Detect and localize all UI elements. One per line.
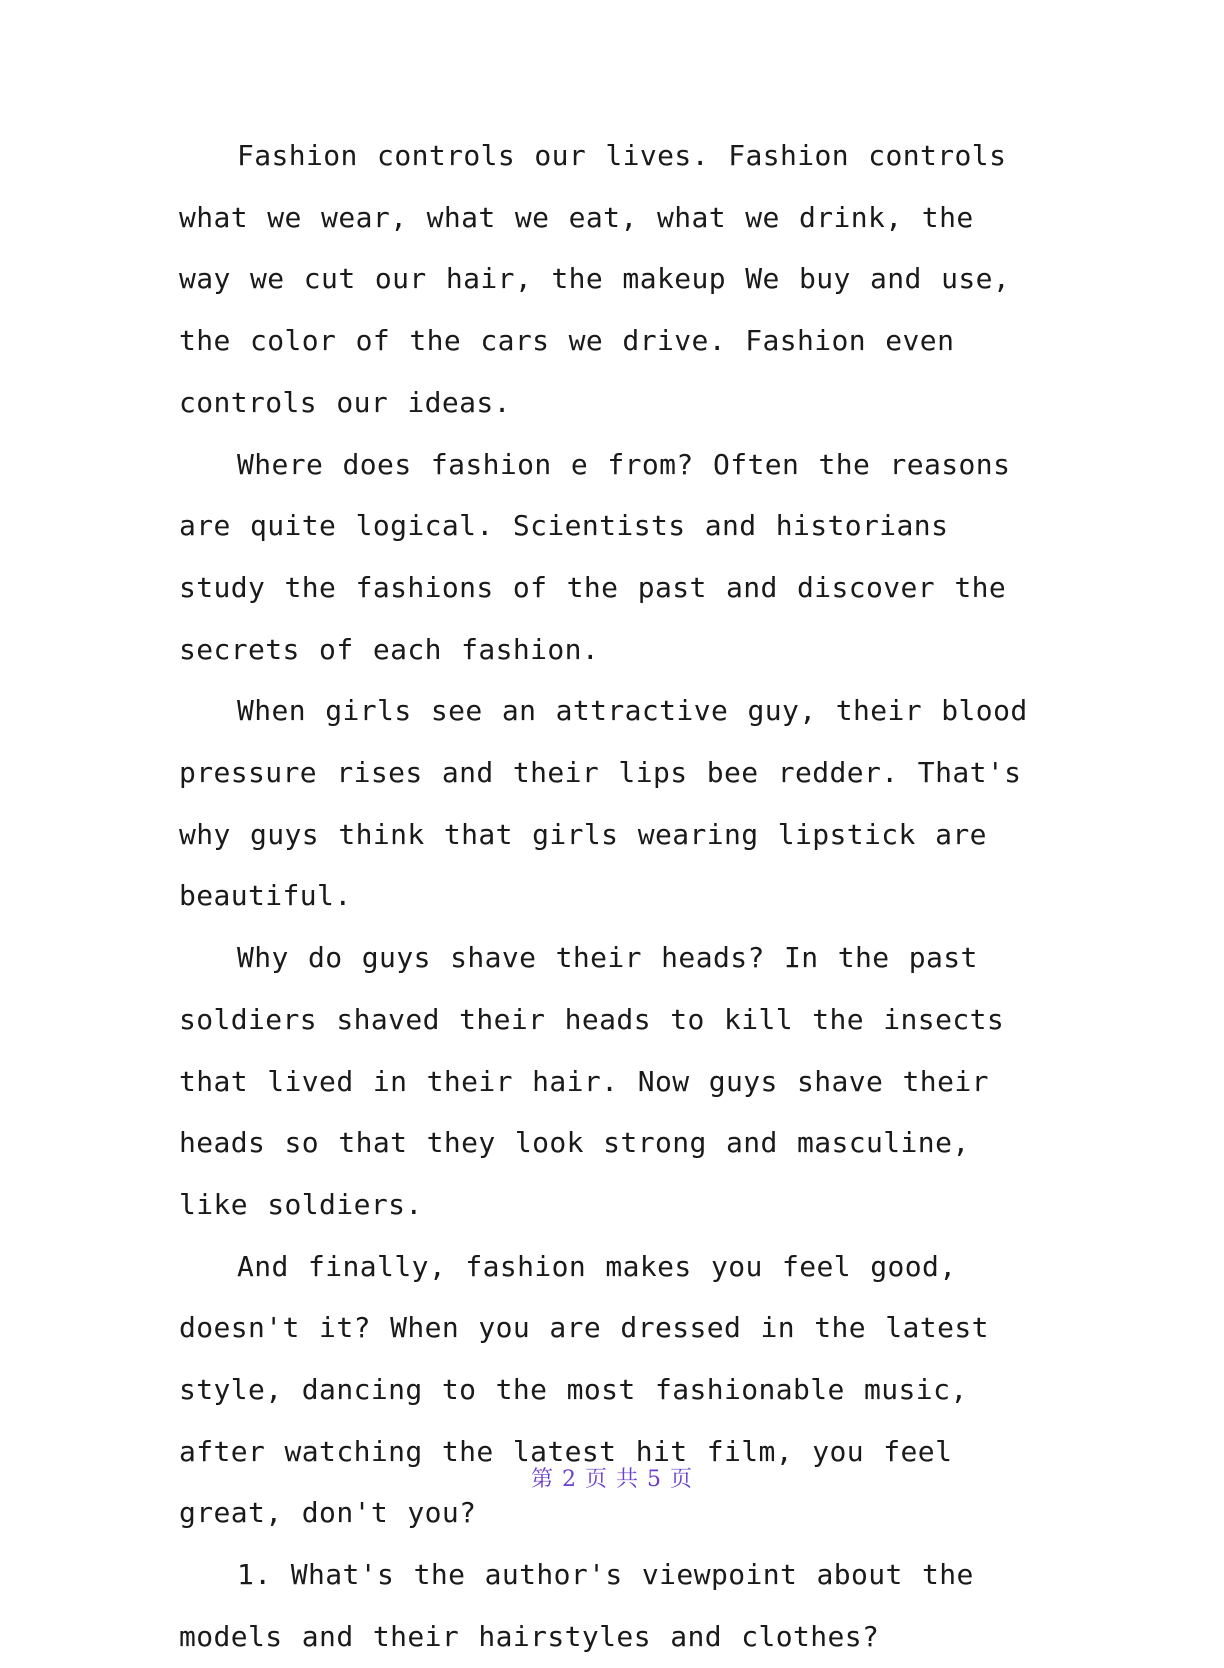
- paragraph-shave-heads: Why do guys shave their heads? In the past soldiers shaved their heads to kill the insects that lived in their hair. Now guys shave their heads so that they look strong and masculine, like soldiers.: [179, 941, 1005, 1221]
- page-number-footer: 第 2 页 共 5 页: [531, 1467, 693, 1492]
- paragraph-girls-lipstick: When girls see an attractive guy, their blood pressure rises and their lips bee redder. That's why guys think that girls wearing lipstick are beautiful.: [179, 694, 1028, 913]
- paragraph-where-fashion-comes-from: Where does fashion e from? Often the reasons are quite logical. Scientists and historians study the fashions of the past and discover the secrets of each fashion.: [179, 447, 1011, 666]
- paragraph-feel-good: And finally, fashion makes you feel good, doesn't it? When you are dressed in the latest style, dancing to the most fashionable music, after watching the latest hit film, you feel great, don't you?: [179, 1249, 989, 1530]
- question-1: 1. What's the author's viewpoint about the models and their hairstyles and clothes?: [179, 1558, 974, 1653]
- body-text: [179, 125, 1029, 1668]
- paragraph-fashion-controls: Fashion controls our lives. Fashion controls what we wear, what we eat, what we drink, the way we cut our hair, the makeup We buy and use, the color of the cars we drive. Fashion even controls our ideas.: [179, 139, 1011, 419]
